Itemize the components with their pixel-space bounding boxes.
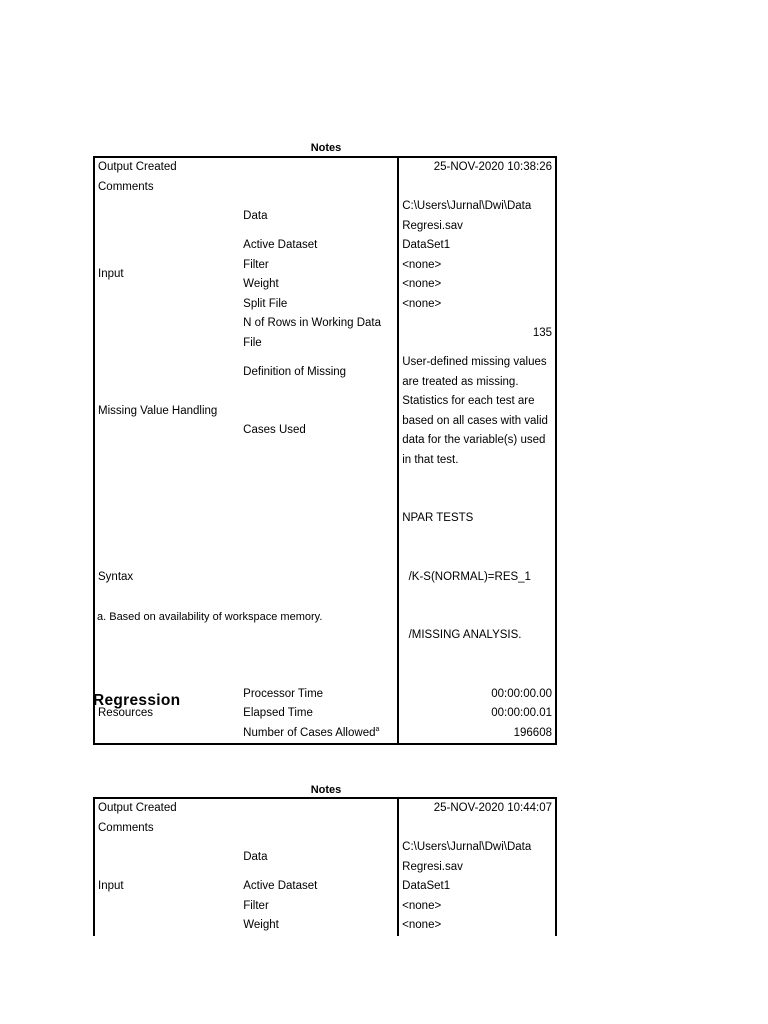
row-label: Comments — [98, 821, 154, 834]
table-row — [94, 838, 556, 858]
table-row — [94, 197, 556, 217]
cases-used-line: in that test. — [402, 453, 459, 466]
row-label: Syntax — [98, 570, 134, 583]
cell-value — [398, 392, 556, 470]
row-label — [240, 724, 398, 745]
cell-value: C:\Users\Jurnal\Dwi\Data — [402, 841, 532, 853]
cell-value: 00:00:00.00 — [491, 687, 552, 700]
cell-value: 196608 — [513, 726, 552, 739]
cell-value: <none> — [402, 919, 442, 931]
row-label: Active Dataset — [240, 877, 398, 897]
cell-value: <none> — [402, 899, 442, 912]
cell-value: <none> — [402, 278, 442, 290]
row-label: Data — [240, 838, 398, 877]
notes-table-2 — [93, 797, 557, 936]
row-label: Definition of Missing — [240, 353, 398, 392]
cell-value: <none> — [402, 258, 442, 271]
row-label: Processor Time — [240, 685, 398, 705]
group-label-resources: Resources — [98, 707, 153, 719]
cell-value: Regresi.sav — [402, 860, 463, 873]
cell-value: 00:00:00.01 — [491, 707, 552, 719]
syntax-line: /K-S(NORMAL)=RES_1 — [402, 570, 531, 583]
definition-line: User-defined missing values — [402, 356, 547, 368]
syntax-line: /MISSING ANALYSIS. — [402, 629, 522, 641]
n-rows-label-line1: N of Rows in Working Data — [243, 317, 382, 329]
table-row — [94, 470, 556, 685]
row-label: Filter — [240, 256, 398, 276]
group-label-input: Input — [98, 880, 124, 892]
table-row — [94, 819, 556, 839]
row-label: Split File — [240, 295, 398, 315]
table-row — [94, 798, 556, 819]
row-label: Weight — [240, 916, 398, 936]
cell-value: 135 — [532, 326, 552, 339]
row-label: Active Dataset — [240, 236, 398, 256]
output-created-value: 25-NOV-2020 10:38:26 — [433, 161, 552, 173]
cases-used-line: based on all cases with valid — [402, 414, 548, 427]
row-label: Filter — [240, 897, 398, 917]
table-row — [94, 157, 556, 178]
row-label: Data — [240, 197, 398, 236]
row-label: Output Created — [98, 802, 177, 814]
cell-value: Regresi.sav — [402, 219, 463, 232]
section-heading: Regression — [93, 692, 181, 709]
cell-value: C:\Users\Jurnal\Dwi\Data — [402, 200, 532, 212]
syntax-line: NPAR TESTS — [402, 512, 474, 524]
definition-line: are treated as missing. — [402, 375, 519, 388]
notes-caption-2: Notes — [310, 784, 342, 796]
cell-value — [398, 353, 556, 392]
notes-table-1 — [93, 156, 557, 745]
notes-caption-1: Notes — [310, 142, 342, 154]
cell-value: DataSet1 — [402, 880, 451, 892]
row-label: Elapsed Time — [240, 704, 398, 724]
cases-allowed-label: Number of Cases Allowed — [243, 726, 376, 739]
cell-value — [398, 470, 556, 685]
group-label-missing: Missing Value Handling — [98, 404, 218, 417]
group-label-input: Input — [98, 268, 124, 281]
table-row — [94, 353, 556, 392]
row-label: Cases Used — [240, 392, 398, 470]
footnote-marker: a — [375, 725, 380, 733]
output-created-value: 25-NOV-2020 10:44:07 — [433, 802, 552, 814]
row-label: Comments — [98, 180, 154, 193]
table-row — [94, 178, 556, 198]
table-footnote: a. Based on availability of workspace memory. — [97, 611, 323, 623]
n-rows-label-line2: File — [243, 336, 262, 349]
row-label — [240, 314, 398, 353]
cell-value: <none> — [402, 297, 442, 310]
cell-value: DataSet1 — [402, 239, 451, 251]
cases-used-line: Statistics for each test are — [402, 395, 535, 407]
cases-used-line: data for the variable(s) used — [402, 434, 546, 446]
row-label: Output Created — [98, 161, 177, 173]
row-label: Weight — [240, 275, 398, 295]
